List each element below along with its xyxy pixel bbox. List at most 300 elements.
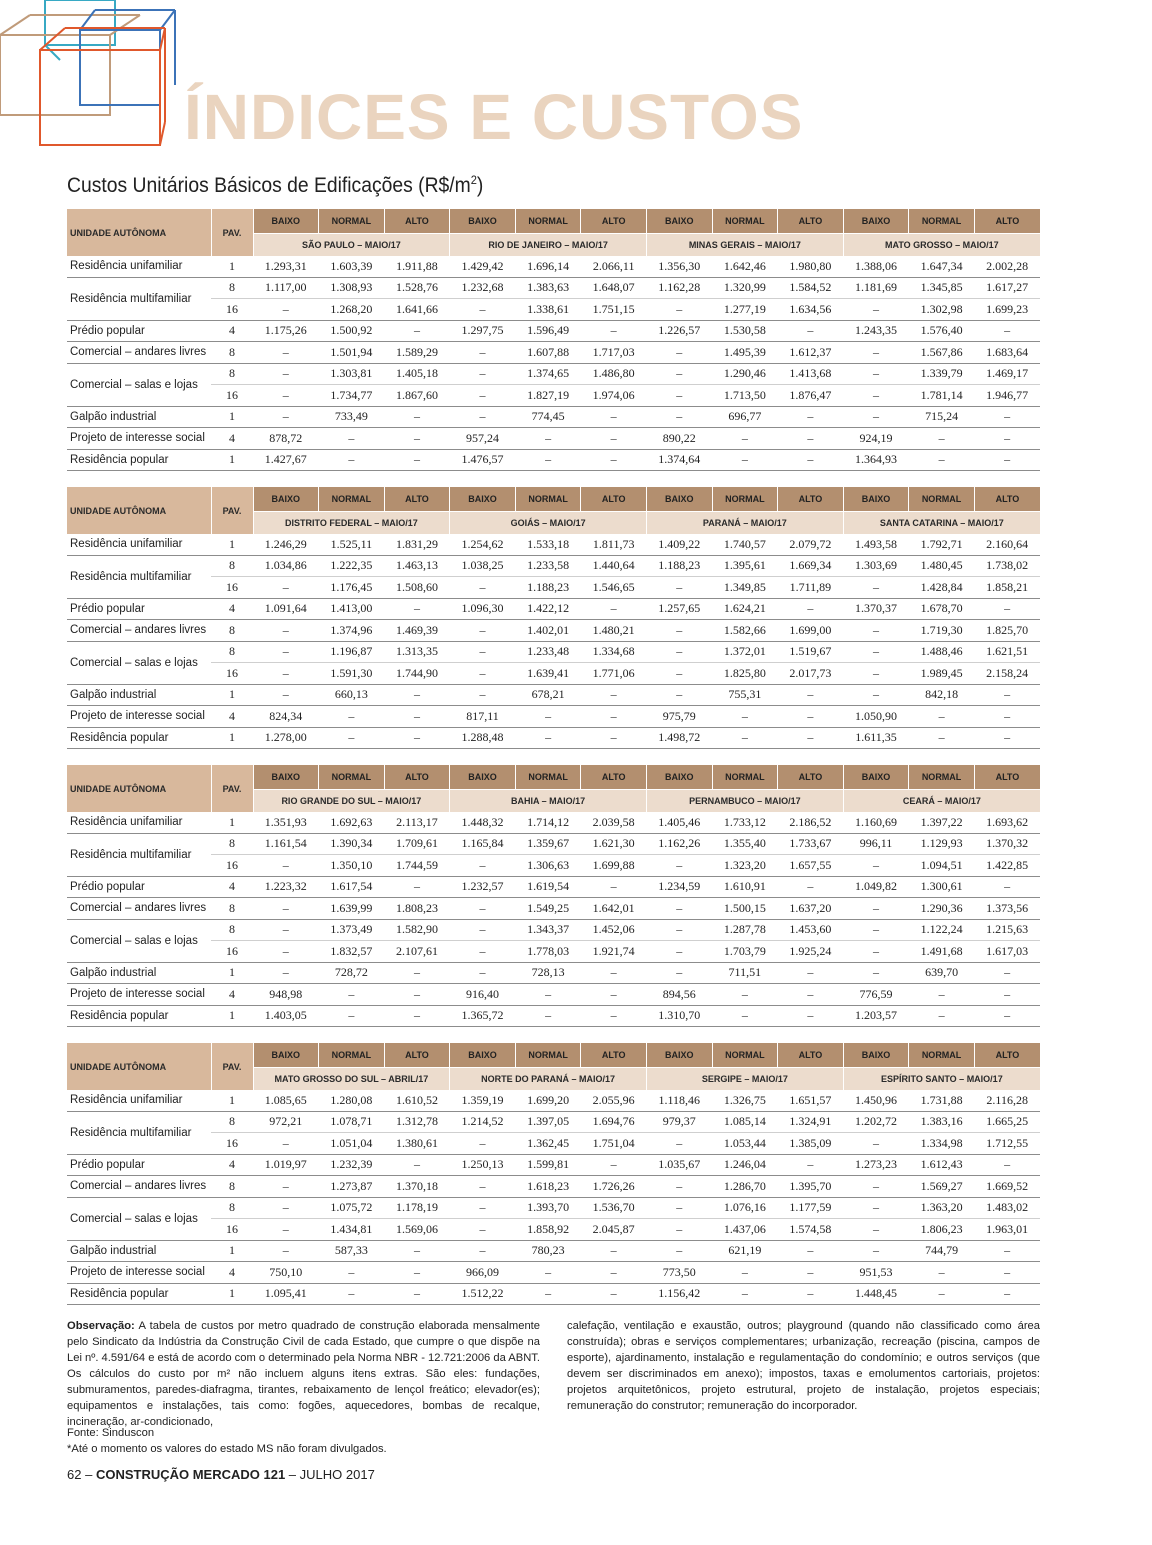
page-number: 62 — [67, 1467, 82, 1482]
value-cell: 1.374,96 — [319, 620, 385, 642]
value-cell: – — [515, 1283, 581, 1305]
value-cell: – — [450, 898, 516, 920]
value-cell: 1.232,68 — [450, 277, 516, 299]
value-cell: – — [843, 684, 909, 706]
value-cell: – — [909, 449, 975, 471]
value-cell: 1.925,24 — [778, 941, 844, 963]
value-cell: 1.343,37 — [515, 919, 581, 941]
value-cell: 696,77 — [712, 406, 778, 428]
level-header: NORMAL — [319, 487, 385, 512]
value-cell: 1.429,42 — [450, 256, 516, 277]
value-cell: 1.308,93 — [319, 277, 385, 299]
value-cell: – — [843, 1176, 909, 1198]
value-cell: 1.683,64 — [974, 342, 1040, 364]
value-cell: 1.740,57 — [712, 534, 778, 555]
value-cell: – — [319, 1005, 385, 1027]
value-cell: 711,51 — [712, 962, 778, 984]
value-cell: 1.310,70 — [646, 1005, 712, 1027]
value-cell: 1.500,15 — [712, 898, 778, 920]
row-label: Prédio popular — [67, 320, 211, 342]
value-cell: – — [384, 706, 450, 728]
value-cell: – — [843, 1197, 909, 1219]
value-cell: 1.214,52 — [450, 1111, 516, 1133]
value-cell: 1.519,67 — [778, 641, 844, 663]
row-label: Prédio popular — [67, 876, 211, 898]
value-cell: 1.726,26 — [581, 1176, 647, 1198]
value-cell: – — [450, 962, 516, 984]
value-cell: – — [450, 919, 516, 941]
value-cell: 1.268,20 — [319, 299, 385, 321]
value-cell: 2.055,96 — [581, 1090, 647, 1111]
value-cell: 1.280,08 — [319, 1090, 385, 1111]
value-cell: – — [778, 727, 844, 749]
value-cell: 1.476,57 — [450, 449, 516, 471]
value-cell: 2.107,61 — [384, 941, 450, 963]
asterisk-note: *Até o momento os valores do estado MS não foram divulgados. — [67, 1443, 387, 1455]
value-cell: 1.989,45 — [909, 663, 975, 685]
value-cell: 1.858,21 — [974, 577, 1040, 599]
row-label: Comercial – andares livres — [67, 342, 211, 364]
value-cell: 1.641,66 — [384, 299, 450, 321]
value-cell: 1.409,22 — [646, 534, 712, 555]
value-cell: 1.717,03 — [581, 342, 647, 364]
value-cell: – — [712, 1005, 778, 1027]
value-cell: 1.669,34 — [778, 555, 844, 577]
observation-text-left: A tabela de custos por metro quadrado de construção elaborada mensalmente pelo Sindicato da Indústria da Construção Civil de cada Estado, que cumpre o que dispõe na Lei nº. 4.591/64 e está de acordo com o determinado pela Norma NBR - 12.721:2006 da ABNT. Os cálculos do custo por m² não incluem alguns itens extras. São eles: fundações, submuramentos, paredes-diafragma, tirantes, rebaixamento de lençol freático; elevador(es); equipamentos e instalações, tais como: fogões, aquecedores, bombas de recalque, incineração, ar-condicionado, — [67, 1320, 541, 1428]
row-label: Prédio popular — [67, 598, 211, 620]
table-row — [67, 706, 1040, 728]
value-cell: 1.254,62 — [450, 534, 516, 555]
value-cell: – — [581, 598, 647, 620]
level-header: NORMAL — [319, 209, 385, 234]
value-cell: – — [843, 299, 909, 321]
value-cell: 1.215,63 — [974, 919, 1040, 941]
value-cell: 1.303,69 — [843, 555, 909, 577]
cost-table — [67, 1043, 1040, 1305]
value-cell: – — [253, 1176, 319, 1198]
value-cell: – — [450, 684, 516, 706]
value-cell: 1.596,49 — [515, 320, 581, 342]
value-cell: – — [909, 984, 975, 1006]
value-cell: 1.356,30 — [646, 256, 712, 277]
table-row — [67, 363, 1040, 385]
level-header: ALTO — [974, 1043, 1040, 1068]
value-cell: 1.250,13 — [450, 1154, 516, 1176]
value-cell: 1.669,52 — [974, 1176, 1040, 1198]
value-cell: 957,24 — [450, 428, 516, 450]
pav-cell: 4 — [211, 320, 253, 342]
value-cell: 1.703,79 — [712, 941, 778, 963]
value-cell: 1.610,91 — [712, 876, 778, 898]
value-cell: – — [319, 449, 385, 471]
region-header: MINAS GERAIS – MAIO/17 — [646, 234, 843, 257]
value-cell: 733,49 — [319, 406, 385, 428]
value-cell: 1.053,44 — [712, 1133, 778, 1155]
value-cell: – — [319, 984, 385, 1006]
value-cell: 1.533,18 — [515, 534, 581, 555]
value-cell: 1.549,25 — [515, 898, 581, 920]
value-cell: – — [974, 449, 1040, 471]
value-cell: – — [384, 428, 450, 450]
value-cell: – — [646, 363, 712, 385]
table-row — [67, 449, 1040, 471]
observation-label: Observação: — [67, 1320, 135, 1332]
value-cell: 1.397,22 — [909, 812, 975, 833]
table-row — [67, 855, 1040, 877]
value-cell: 1.714,12 — [515, 812, 581, 833]
value-cell: – — [253, 941, 319, 963]
value-cell: – — [319, 706, 385, 728]
value-cell: 951,53 — [843, 1262, 909, 1284]
cost-table — [67, 765, 1040, 1027]
value-cell: 1.160,69 — [843, 812, 909, 833]
pav-cell: 8 — [211, 363, 253, 385]
value-cell: 1.413,68 — [778, 363, 844, 385]
value-cell: 1.825,70 — [974, 620, 1040, 642]
table-row — [67, 684, 1040, 706]
region-header: CEARÁ – MAIO/17 — [843, 790, 1040, 813]
value-cell: – — [384, 1262, 450, 1284]
value-cell: 1.076,16 — [712, 1197, 778, 1219]
value-cell: 2.066,11 — [581, 256, 647, 277]
value-cell: 1.621,51 — [974, 641, 1040, 663]
level-header: BAIXO — [253, 487, 319, 512]
value-cell: 1.582,90 — [384, 919, 450, 941]
value-cell: 1.469,17 — [974, 363, 1040, 385]
value-cell: 1.832,57 — [319, 941, 385, 963]
table-row — [67, 534, 1040, 555]
value-cell: 1.665,25 — [974, 1111, 1040, 1133]
observation-right: calefação, ventilação e exaustão, outros; playground (quando não classificado como área construída); obras e serviços complementares; urbanização, recreação (piscina, campos de esporte), ajardinamento, instalação e regulamentação do condomínio; e outros serviços (que devem ser discriminados em anexo); impostos, taxas e emolumentos cartoriais, projetos: projetos arquitetônicos, projeto estrutural, projeto de instalação, projetos especiais; remuneração do construtor; remuneração do incorporador. — [567, 1320, 1040, 1412]
row-label: Residência popular — [67, 449, 211, 471]
value-cell: – — [384, 684, 450, 706]
pav-cell: 16 — [211, 855, 253, 877]
value-cell: 1.405,46 — [646, 812, 712, 833]
header-row-levels — [67, 209, 1040, 234]
value-cell: 1.122,24 — [909, 919, 975, 941]
footer-separator: – — [285, 1467, 300, 1482]
value-cell: 1.699,20 — [515, 1090, 581, 1111]
value-cell: 1.222,35 — [319, 555, 385, 577]
value-cell: 1.397,05 — [515, 1111, 581, 1133]
value-cell: 1.302,98 — [909, 299, 975, 321]
row-label: Residência unifamiliar — [67, 534, 211, 555]
row-label: Comercial – salas e lojas — [67, 363, 211, 406]
value-cell: 1.362,45 — [515, 1133, 581, 1155]
value-cell: – — [384, 1283, 450, 1305]
pav-cell: 16 — [211, 1133, 253, 1155]
value-cell: 1.345,85 — [909, 277, 975, 299]
value-cell: 1.395,61 — [712, 555, 778, 577]
value-cell: 1.388,06 — [843, 256, 909, 277]
value-cell: – — [843, 577, 909, 599]
value-cell: 1.365,72 — [450, 1005, 516, 1027]
value-cell: – — [646, 641, 712, 663]
pav-cell: 4 — [211, 428, 253, 450]
value-cell: – — [253, 641, 319, 663]
value-cell: – — [974, 1240, 1040, 1262]
pav-cell: 8 — [211, 898, 253, 920]
value-cell: 1.648,07 — [581, 277, 647, 299]
value-cell: 1.733,12 — [712, 812, 778, 833]
value-cell: 1.359,67 — [515, 833, 581, 855]
value-cell: 1.351,93 — [253, 812, 319, 833]
page-title: ÍNDICES E CUSTOS — [184, 81, 804, 153]
level-header: BAIXO — [450, 1043, 516, 1068]
value-cell: 1.744,90 — [384, 663, 450, 685]
value-cell: 1.647,34 — [909, 256, 975, 277]
value-cell: – — [253, 1240, 319, 1262]
value-cell: – — [319, 1283, 385, 1305]
value-cell: 1.223,32 — [253, 876, 319, 898]
table-row — [67, 1111, 1040, 1133]
value-cell: 1.162,28 — [646, 277, 712, 299]
table-row — [67, 812, 1040, 833]
value-cell: – — [253, 663, 319, 685]
value-cell: – — [843, 919, 909, 941]
value-cell: 1.290,46 — [712, 363, 778, 385]
value-cell: 1.528,76 — [384, 277, 450, 299]
value-cell: 1.278,00 — [253, 727, 319, 749]
value-cell: – — [450, 620, 516, 642]
value-cell: – — [646, 342, 712, 364]
value-cell: 1.582,66 — [712, 620, 778, 642]
value-cell: – — [974, 962, 1040, 984]
value-cell: 1.370,37 — [843, 598, 909, 620]
value-cell: – — [778, 706, 844, 728]
value-cell: 1.498,72 — [646, 727, 712, 749]
table-row — [67, 984, 1040, 1006]
value-cell: 1.323,20 — [712, 855, 778, 877]
level-header: ALTO — [581, 487, 647, 512]
value-cell: – — [778, 684, 844, 706]
value-cell: 1.711,89 — [778, 577, 844, 599]
value-cell: – — [778, 598, 844, 620]
value-cell: – — [450, 663, 516, 685]
table-row — [67, 555, 1040, 577]
table-row — [67, 727, 1040, 749]
value-cell: – — [581, 320, 647, 342]
value-cell: – — [450, 855, 516, 877]
value-cell: – — [384, 962, 450, 984]
value-cell: 2.113,17 — [384, 812, 450, 833]
value-cell: 1.035,67 — [646, 1154, 712, 1176]
table-row — [67, 1219, 1040, 1241]
value-cell: – — [974, 428, 1040, 450]
value-cell: 2.045,87 — [581, 1219, 647, 1241]
value-cell: – — [712, 449, 778, 471]
pav-cell: 4 — [211, 1262, 253, 1284]
value-cell: 1.306,63 — [515, 855, 581, 877]
value-cell: 1.203,57 — [843, 1005, 909, 1027]
row-label: Galpão industrial — [67, 1240, 211, 1262]
level-header: NORMAL — [909, 765, 975, 790]
level-header: NORMAL — [909, 1043, 975, 1068]
value-cell: 1.536,70 — [581, 1197, 647, 1219]
value-cell: 1.226,57 — [646, 320, 712, 342]
value-cell: 2.160,64 — [974, 534, 1040, 555]
level-header: BAIXO — [253, 765, 319, 790]
value-cell: 1.288,48 — [450, 727, 516, 749]
value-cell: 1.118,46 — [646, 1090, 712, 1111]
level-header: BAIXO — [646, 1043, 712, 1068]
value-cell: 1.427,67 — [253, 449, 319, 471]
value-cell: 890,22 — [646, 428, 712, 450]
value-cell: – — [909, 1005, 975, 1027]
pav-cell: 4 — [211, 984, 253, 1006]
value-cell: 587,33 — [319, 1240, 385, 1262]
row-label: Comercial – salas e lojas — [67, 1197, 211, 1240]
pav-cell: 16 — [211, 941, 253, 963]
value-cell: 1.808,23 — [384, 898, 450, 920]
value-cell: 1.569,27 — [909, 1176, 975, 1198]
value-cell: 924,19 — [843, 428, 909, 450]
value-cell: 1.771,06 — [581, 663, 647, 685]
table-row — [67, 962, 1040, 984]
region-header: DISTRITO FEDERAL – MAIO/17 — [253, 512, 450, 535]
pav-cell: 16 — [211, 299, 253, 321]
table-row — [67, 342, 1040, 364]
value-cell: 1.876,47 — [778, 385, 844, 407]
row-label: Residência popular — [67, 1005, 211, 1027]
value-cell: 1.634,56 — [778, 299, 844, 321]
row-label: Galpão industrial — [67, 962, 211, 984]
value-cell: 1.243,35 — [843, 320, 909, 342]
value-cell: 1.370,18 — [384, 1176, 450, 1198]
value-cell: – — [712, 1283, 778, 1305]
value-cell: 1.091,64 — [253, 598, 319, 620]
value-cell: 1.751,04 — [581, 1133, 647, 1155]
value-cell: 1.621,30 — [581, 833, 647, 855]
table-row — [67, 1262, 1040, 1284]
table-row — [67, 577, 1040, 599]
pav-cell: 8 — [211, 641, 253, 663]
value-cell: 1.618,23 — [515, 1176, 581, 1198]
value-cell: 1.034,86 — [253, 555, 319, 577]
value-cell: – — [778, 984, 844, 1006]
value-cell: 1.731,88 — [909, 1090, 975, 1111]
table-row — [67, 256, 1040, 277]
value-cell: 1.374,64 — [646, 449, 712, 471]
value-cell: – — [515, 1005, 581, 1027]
value-cell: 1.372,01 — [712, 641, 778, 663]
value-cell: 1.611,35 — [843, 727, 909, 749]
value-cell: – — [712, 727, 778, 749]
value-cell: – — [581, 1005, 647, 1027]
value-cell: 1.642,46 — [712, 256, 778, 277]
value-cell: 1.699,23 — [974, 299, 1040, 321]
row-label: Residência multifamiliar — [67, 833, 211, 876]
value-cell: 1.963,01 — [974, 1219, 1040, 1241]
pav-cell: 16 — [211, 577, 253, 599]
table-row — [67, 941, 1040, 963]
value-cell: 1.480,45 — [909, 555, 975, 577]
value-cell: 660,13 — [319, 684, 385, 706]
value-cell: – — [253, 1133, 319, 1155]
value-cell: 1.096,30 — [450, 598, 516, 620]
cost-table — [67, 209, 1040, 471]
value-cell: – — [384, 320, 450, 342]
value-cell: 1.085,14 — [712, 1111, 778, 1133]
value-cell: – — [909, 1283, 975, 1305]
value-cell: – — [450, 299, 516, 321]
pav-cell: 16 — [211, 663, 253, 685]
value-cell: – — [843, 1240, 909, 1262]
level-header: BAIXO — [646, 209, 712, 234]
row-label: Comercial – salas e lojas — [67, 641, 211, 684]
table-row — [67, 320, 1040, 342]
row-label: Residência unifamiliar — [67, 256, 211, 277]
value-cell: – — [974, 1005, 1040, 1027]
value-cell: – — [515, 727, 581, 749]
value-cell: 1.719,30 — [909, 620, 975, 642]
pav-column-header: PAV. — [211, 765, 253, 812]
level-header: ALTO — [384, 487, 450, 512]
value-cell: 1.403,05 — [253, 1005, 319, 1027]
pav-cell: 1 — [211, 449, 253, 471]
region-header: RIO DE JANEIRO – MAIO/17 — [450, 234, 647, 257]
value-cell: – — [712, 706, 778, 728]
value-cell: 1.165,84 — [450, 833, 516, 855]
value-cell: 1.156,42 — [646, 1283, 712, 1305]
value-cell: 1.831,29 — [384, 534, 450, 555]
value-cell: 1.051,04 — [319, 1133, 385, 1155]
region-header: SANTA CATARINA – MAIO/17 — [843, 512, 1040, 535]
pav-cell: 1 — [211, 727, 253, 749]
table-row — [67, 1176, 1040, 1198]
value-cell: 1.019,97 — [253, 1154, 319, 1176]
value-cell: – — [581, 876, 647, 898]
value-cell: – — [909, 727, 975, 749]
value-cell: 1.355,40 — [712, 833, 778, 855]
value-cell: – — [384, 406, 450, 428]
value-cell: 894,56 — [646, 984, 712, 1006]
value-cell: 1.946,77 — [974, 385, 1040, 407]
pav-column-header: PAV. — [211, 209, 253, 256]
value-cell: 1.751,15 — [581, 299, 647, 321]
level-header: BAIXO — [843, 765, 909, 790]
row-label: Residência unifamiliar — [67, 812, 211, 833]
value-cell: 1.246,29 — [253, 534, 319, 555]
region-header: RIO GRANDE DO SUL – MAIO/17 — [253, 790, 450, 813]
value-cell: – — [843, 641, 909, 663]
value-cell: 1.339,79 — [909, 363, 975, 385]
value-cell: 996,11 — [843, 833, 909, 855]
value-cell: – — [450, 363, 516, 385]
value-cell: – — [778, 1154, 844, 1176]
level-header: NORMAL — [909, 209, 975, 234]
value-cell: – — [778, 876, 844, 898]
region-header: PARANÁ – MAIO/17 — [646, 512, 843, 535]
magazine-name: CONSTRUÇÃO MERCADO 121 — [95, 1467, 286, 1482]
level-header: ALTO — [974, 209, 1040, 234]
value-cell: 1.713,50 — [712, 385, 778, 407]
value-cell: 824,34 — [253, 706, 319, 728]
value-cell: 1.493,58 — [843, 534, 909, 555]
value-cell: – — [515, 428, 581, 450]
table-row — [67, 277, 1040, 299]
value-cell: 1.980,80 — [778, 256, 844, 277]
cubes-decoration — [0, 0, 190, 160]
value-cell: – — [581, 727, 647, 749]
value-cell: 773,50 — [646, 1262, 712, 1284]
value-cell: – — [843, 620, 909, 642]
value-cell: 1.584,52 — [778, 277, 844, 299]
table-row — [67, 299, 1040, 321]
value-cell: 1.617,27 — [974, 277, 1040, 299]
value-cell: 1.619,54 — [515, 876, 581, 898]
value-cell: 1.320,99 — [712, 277, 778, 299]
